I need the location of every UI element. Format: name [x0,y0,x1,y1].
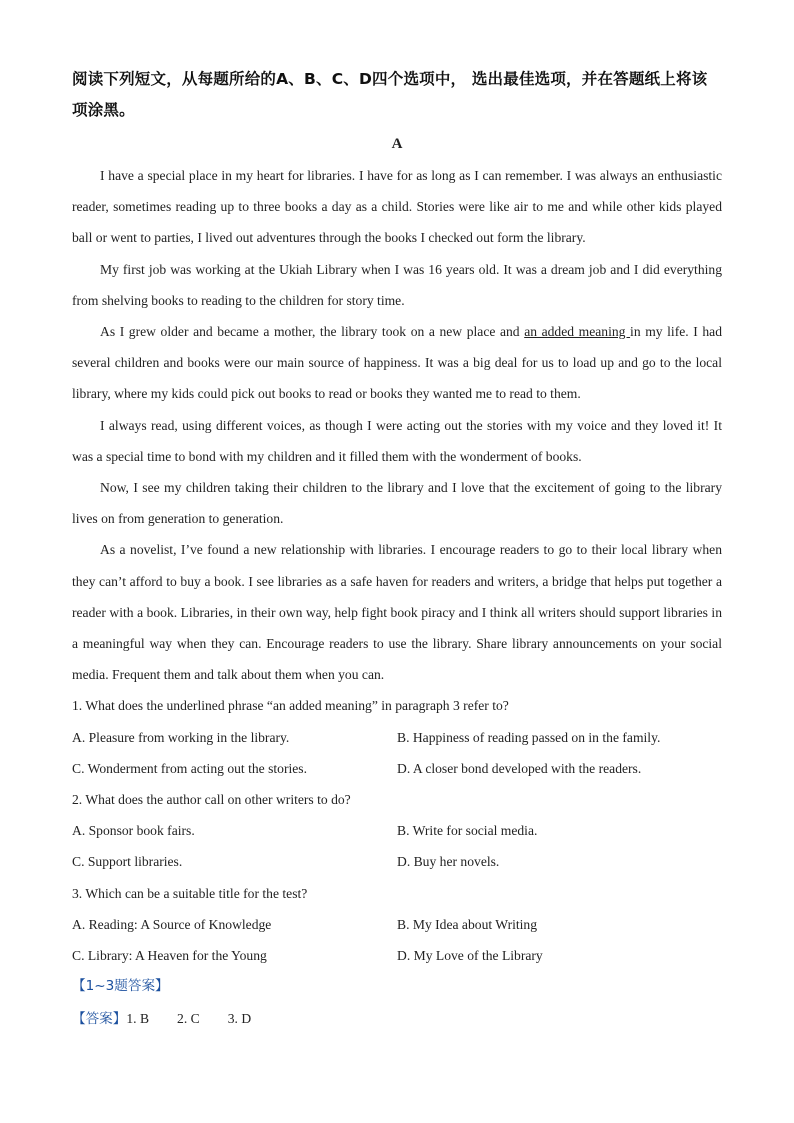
paragraph-5: Now, I see my children taking their children to the library and I love that the excitement of going to the library lives on from generation to generation. [72,480,722,527]
option-a: A. Sponsor book fairs. [72,823,195,839]
option-d: D. My Love of the Library [397,948,543,964]
option-a: A. Reading: A Source of Knowledge [72,916,272,932]
option-b: B. My Idea about Writing [397,916,538,932]
option-c: C. Wonderment from acting out the stories. [72,760,307,776]
paragraph-3-start: As I grew older and became a mother, the library took on a new place and [100,324,525,340]
option-a: A. Pleasure from working in the library. [72,729,290,745]
option-d: D. Buy her novels. [397,854,500,870]
question-options [72,722,722,784]
option-c: C. Library: A Heaven for the Young [72,948,267,964]
paragraph-1: I have a special place in my heart for libraries. I have for as long as I can remember. I was always an enthusiastic reader, sometimes reading up to three books a day as a child. Stories were like air to me and while other kids played ball or went to parties, I lived out adventures through the books I checked out form the library. [72,168,722,246]
option-c: C. Support libraries. [72,854,183,870]
question-1 [72,690,722,784]
paragraph-6: As a novelist, I’ve found a new relationship with libraries. I encourage readers to go to their local library when they can’t afford to buy a book. I see libraries as a safe haven for readers and writers, a bridge that helps put together a reader with a book. Libraries, in their own way, help fight book piracy and I think all writers should support libraries in a meaningful way when they can. Encourage readers to use the library. Share library announcements on your social media. Frequent them and talk about them when you can. [72,542,722,683]
paragraph-3 [72,316,722,410]
answer-label: 【答案】 [72,1010,127,1027]
question-3 [72,878,722,972]
paragraph-3-rest: in my life. I had several children and books were our main source of happiness. It was a big deal for us to load up and go to the local library, where my kids could pick out books to read or books they wanted me to read to them. [72,324,722,402]
instructions: 阅读下列短文，从每题所给的A、B、C、D四个选项中， 选出最佳选项，并在答题纸上将该项涂黑。 [72,70,708,119]
underlined-phrase: an added meaning [524,324,631,340]
answer-1: 1. B [126,1010,150,1026]
question-options [72,909,722,971]
paragraph-4: I always read, using different voices, as though I were acting out the stories with my voice and they loved it! It was a special time to bond with my children and it filled them with the wonderment of books. [72,417,722,464]
answer-header: 【1~3题答案】 [72,978,169,995]
answer-3: 3. D [227,1010,252,1026]
option-b: B. Write for social media. [397,823,538,839]
question-stem: 1. What does the underlined phrase “an added meaning” in paragraph 3 refer to? [72,698,509,714]
paragraph-2: My first job was working at the Ukiah Library when I was 16 years old. It was a dream job and I did everything from shelving books to reading to the children for story time. [72,261,722,308]
option-d: D. A closer bond developed with the readers. [397,760,642,776]
answer-line [72,1003,722,1036]
question-2 [72,784,722,878]
question-options [72,815,722,877]
question-stem: 2. What does the author call on other writers to do? [72,792,351,808]
option-b: B. Happiness of reading passed on in the family. [397,729,661,745]
answer-2: 2. C [177,1010,200,1026]
question-stem: 3. Which can be a suitable title for the test? [72,885,308,901]
section-title: A [391,136,403,152]
